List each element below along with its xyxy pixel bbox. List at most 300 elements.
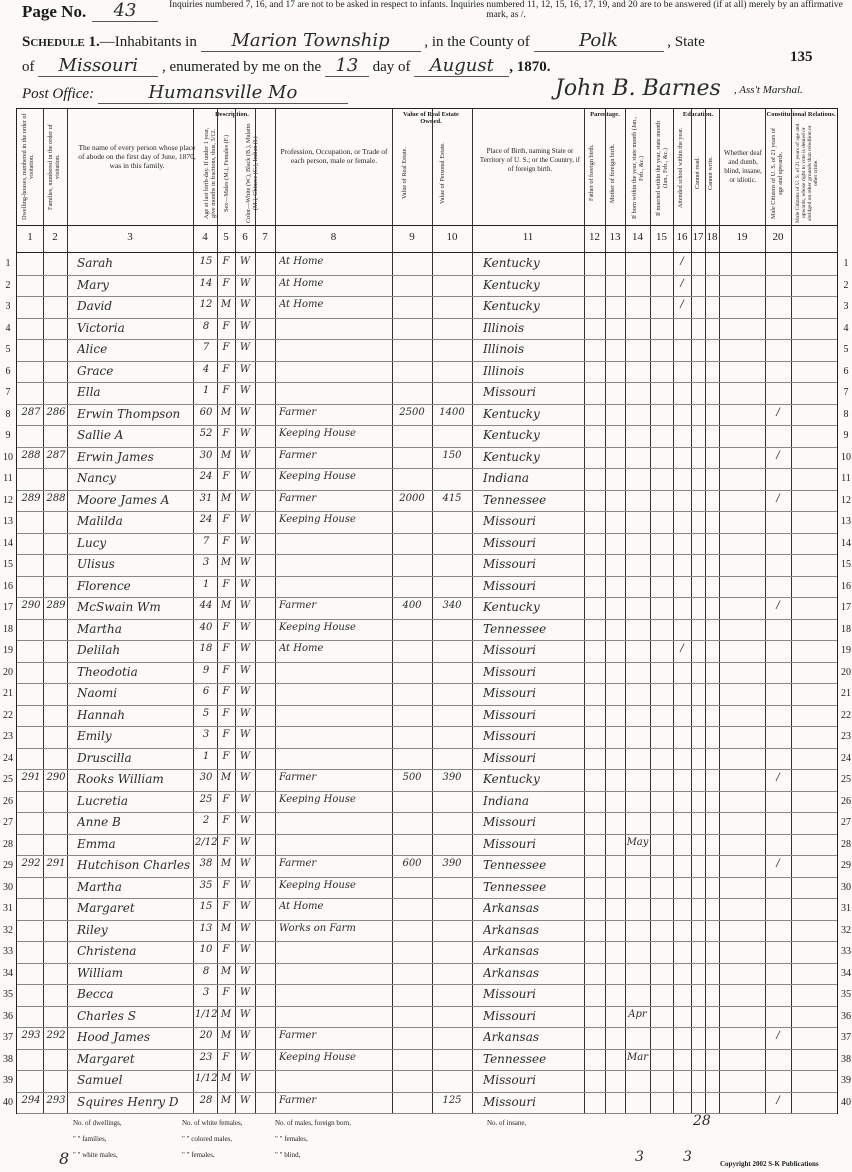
family-number: 291: [46, 858, 66, 869]
row-rule: [17, 404, 837, 405]
line-number-right: 23: [841, 731, 851, 742]
footer-tally-28: 28: [693, 1113, 711, 1129]
col10-header: Place of Birth, naming State or Territory of U. S.; or the Country, if of foreign birth.: [479, 147, 581, 173]
column-number: 14: [632, 231, 643, 243]
birthplace: Missouri: [483, 987, 536, 1001]
age: 28: [199, 1094, 213, 1106]
row-rule: [17, 963, 837, 964]
line-number-right: 29: [841, 860, 851, 871]
page-number: 43: [92, 0, 158, 22]
dwelling-number: 288: [21, 449, 41, 461]
person-name: Moore James A: [77, 492, 170, 507]
line-number-left: 26: [3, 795, 13, 807]
occupation: Keeping House: [279, 428, 356, 439]
family-number: 286: [46, 406, 66, 418]
age: 31: [199, 492, 213, 504]
age: 30: [199, 449, 213, 461]
color: W: [239, 320, 251, 332]
line-number-left: 35: [3, 989, 13, 1000]
birthplace: Missouri: [483, 535, 536, 550]
row-rule: [17, 597, 837, 598]
sex: F: [222, 535, 230, 547]
parentage-group-header: Parentage.: [590, 111, 620, 118]
row-rule: [17, 576, 837, 577]
col19-header: Male Citizens of U. S. of 21 years of age and upwards.: [770, 127, 784, 219]
real-estate-value: 2000: [399, 492, 425, 504]
color: W: [239, 643, 251, 654]
line-number-left: 6: [5, 365, 11, 377]
birthplace: Missouri: [483, 1008, 536, 1023]
line-number-right: 16: [841, 580, 851, 592]
row-rule: [17, 1049, 837, 1050]
person-name: Delilah: [77, 643, 121, 657]
person-name: Christena: [77, 944, 137, 958]
color: W: [239, 535, 251, 547]
line-number-left: 30: [3, 881, 13, 893]
birthplace: Indiana: [483, 793, 530, 808]
line-number-right: 26: [841, 795, 851, 807]
male-citizen: /: [776, 406, 780, 418]
line-number-right: 18: [841, 623, 851, 635]
month-field: August: [414, 55, 509, 77]
post-office-field: Humansville Mo: [98, 82, 348, 104]
occupation: Farmer: [279, 858, 317, 869]
color: W: [239, 385, 251, 396]
birthplace: Kentucky: [483, 256, 540, 270]
column-number: 16: [676, 231, 688, 243]
age: 15: [199, 901, 213, 912]
born-within-year: Mar: [627, 1051, 648, 1063]
row-rule: [17, 662, 837, 663]
family-number: 290: [46, 772, 66, 783]
footer-tally-3b: 3: [683, 1149, 692, 1165]
birthplace: Kentucky: [483, 406, 540, 421]
occupation: Farmer: [279, 600, 317, 611]
column-number: 15: [656, 231, 667, 243]
row-rule: [17, 640, 837, 641]
line-number-right: 30: [841, 881, 851, 893]
age: 12: [199, 299, 213, 310]
male-citizen: /: [776, 449, 780, 461]
occupation: Keeping House: [279, 1051, 356, 1063]
birthplace: Missouri: [483, 643, 536, 657]
color: W: [239, 901, 251, 912]
occupation: Farmer: [279, 772, 317, 783]
line-number-right: 25: [841, 774, 851, 785]
male-citizen: /: [776, 600, 780, 611]
line-number-left: 20: [3, 666, 13, 678]
color: W: [239, 514, 251, 525]
inquiry-note: Inquiries numbered 7, 16, and 17 are not to be asked in respect to infants. Inquiries numbered 11, 12, 15, 16, 17, 19, and 20 are to be answered (if at all) merely by an affirmative mark, as /.: [169, 0, 843, 20]
constitutional-group-header: Constitutional Relations.: [766, 111, 836, 118]
occupation: At Home: [279, 277, 324, 289]
line-number-left: 31: [3, 903, 13, 914]
footer-tally-8: 8: [59, 1149, 70, 1168]
col12-header: Mother of foreign birth.: [609, 143, 616, 203]
line-number-right: 9: [843, 430, 849, 441]
line-number-left: 22: [3, 709, 13, 721]
sex: M: [220, 1030, 232, 1041]
birthplace: Missouri: [483, 664, 536, 679]
line-number-right: 13: [841, 516, 851, 527]
person-name: Hood James: [77, 1030, 151, 1044]
line-number-right: 7: [843, 387, 849, 398]
dwelling-number: 292: [21, 858, 41, 869]
line-number-left: 10: [3, 451, 13, 463]
line-number-right: 35: [841, 989, 851, 1000]
birthplace: Missouri: [483, 385, 536, 399]
sex: M: [220, 965, 232, 977]
male-citizen: /: [776, 858, 780, 869]
line-number-left: 27: [3, 817, 13, 828]
line-number-left: 18: [3, 623, 13, 635]
birthplace: Missouri: [483, 1094, 536, 1109]
row-rule: [17, 382, 837, 383]
line-number-right: 5: [843, 344, 849, 355]
dwelling-number: 289: [21, 492, 41, 504]
dwelling-number: 290: [21, 600, 41, 611]
row-rule: [17, 920, 837, 921]
color: W: [239, 578, 251, 590]
dwelling-number: 293: [21, 1030, 41, 1041]
age: 1: [202, 750, 210, 762]
real-estate-value: 600: [402, 858, 422, 869]
row-rule: [17, 1070, 837, 1071]
birthplace: Illinois: [483, 342, 525, 356]
line-number-left: 1: [5, 258, 11, 269]
line-number-right: 22: [841, 709, 851, 721]
line-number-right: 31: [841, 903, 851, 914]
occupation: Keeping House: [279, 514, 356, 525]
person-name: Alice: [77, 342, 108, 356]
age: 15: [199, 256, 213, 267]
age: 8: [202, 965, 210, 977]
color: W: [239, 707, 251, 719]
color: W: [239, 256, 251, 267]
line-number-left: 8: [5, 408, 11, 420]
line-number-left: 12: [3, 494, 13, 506]
birthplace: Kentucky: [483, 277, 540, 292]
real-estate-value: 2500: [399, 406, 425, 418]
age: 3: [202, 557, 210, 568]
footer-colored-males: " " colored males,: [182, 1135, 233, 1143]
column-number: 13: [609, 231, 621, 243]
occupation: Farmer: [279, 449, 317, 461]
personal-estate-value: 1400: [439, 406, 465, 418]
row-rule: [17, 898, 837, 899]
col17-header: Cannot write.: [707, 156, 714, 190]
line-number-left: 3: [5, 301, 11, 312]
color: W: [239, 922, 251, 934]
person-name: Emily: [77, 729, 112, 743]
line-number-right: 20: [841, 666, 851, 678]
line-number-left: 11: [3, 473, 13, 484]
occupation: Keeping House: [279, 621, 356, 633]
line-number-right: 3: [843, 301, 849, 312]
person-name: Squires Henry D: [77, 1094, 179, 1109]
col16-header: Cannot read.: [694, 157, 701, 189]
sex: F: [222, 836, 230, 848]
birthplace: Arkansas: [483, 944, 540, 958]
col18-header: Whether deaf and dumb, blind, insane, or idiotic.: [724, 149, 762, 184]
age: 23: [199, 1051, 213, 1063]
birthplace: Missouri: [483, 557, 536, 571]
personal-estate-value: 390: [442, 858, 462, 869]
sex: M: [220, 1073, 232, 1084]
column-number: 6: [242, 231, 248, 243]
row-rule: [17, 619, 837, 620]
person-name: Grace: [77, 363, 114, 378]
line-number-left: 29: [3, 860, 13, 871]
dwelling-number: 291: [21, 772, 41, 783]
occupation: Keeping House: [279, 879, 356, 891]
footer-white-males: " " white males,: [73, 1151, 118, 1159]
line-number-right: 38: [841, 1053, 851, 1065]
line-number-left: 40: [3, 1096, 13, 1108]
row-rule: [17, 812, 837, 813]
personal-estate-value: 340: [442, 600, 462, 611]
row-rule: [17, 769, 837, 770]
color: W: [239, 944, 251, 955]
post-office-line: [22, 82, 348, 104]
person-name: Lucy: [77, 535, 107, 550]
sex: M: [220, 406, 232, 418]
column-number: 8: [330, 231, 337, 243]
line-number-left: 28: [3, 838, 13, 850]
male-citizen: /: [776, 1030, 780, 1041]
line-number-right: 37: [841, 1032, 851, 1043]
line-number-right: 12: [841, 494, 851, 506]
sex: F: [222, 944, 230, 955]
row-rule: [17, 984, 837, 985]
color: W: [239, 428, 251, 439]
row-rule: [17, 511, 837, 512]
line-number-right: 33: [841, 946, 851, 957]
color: W: [239, 965, 251, 977]
row-rule: [17, 1092, 837, 1093]
column-number: 3: [127, 231, 133, 243]
age: 18: [199, 643, 213, 654]
col4-header: Age at last birth-day. If under 1 year, give months in fractions, thus, 3/12.: [203, 127, 217, 219]
age: 1: [202, 578, 210, 590]
personal-estate-value: 125: [442, 1094, 462, 1106]
color: W: [239, 492, 251, 504]
column-number: 1: [27, 231, 33, 243]
color: W: [239, 342, 251, 353]
line-number-right: 32: [841, 924, 851, 936]
age: 10: [199, 944, 213, 955]
color: W: [239, 449, 251, 461]
person-name: Florence: [77, 578, 131, 593]
age: 4: [202, 363, 210, 375]
footer-tally-3a: 3: [635, 1149, 644, 1165]
sex: M: [220, 557, 232, 568]
row-rule: [17, 877, 837, 878]
dwelling-number: 287: [21, 406, 41, 418]
sex: F: [222, 471, 230, 482]
person-name: Theodotia: [77, 664, 138, 679]
row-rule: [17, 705, 837, 706]
sex: F: [222, 901, 230, 912]
age: 38: [199, 858, 213, 869]
occupation: Keeping House: [279, 471, 356, 482]
line-number-right: 10: [841, 451, 851, 463]
birthplace: Missouri: [483, 707, 536, 722]
sex: F: [222, 664, 230, 676]
color: W: [239, 987, 251, 998]
row-rule: [17, 748, 837, 749]
person-name: David: [77, 299, 113, 313]
line-number-right: 17: [841, 602, 851, 613]
column-number: 5: [223, 231, 229, 243]
occupation: At Home: [279, 901, 324, 912]
person-name: Hutchison Charles: [77, 858, 191, 872]
birthplace: Kentucky: [483, 449, 540, 464]
column-number: 4: [202, 231, 208, 243]
col7-header: Profession, Occupation, or Trade of each person, male or female.: [280, 147, 388, 165]
line-number-right: 4: [843, 322, 849, 334]
col15-header: Attended school within the year.: [677, 127, 684, 209]
born-within-year: May: [626, 836, 649, 848]
birthplace: Kentucky: [483, 428, 540, 442]
column-number: 17: [692, 231, 704, 243]
birthplace: Missouri: [483, 815, 536, 829]
line-number-left: 33: [3, 946, 13, 957]
line-number-left: 4: [5, 322, 11, 334]
person-name: Margaret: [77, 901, 135, 915]
description-group-header: Description.: [215, 111, 249, 118]
person-name: Mary: [77, 277, 109, 292]
color: W: [239, 750, 251, 762]
sex: M: [220, 772, 232, 783]
birthplace: Tennessee: [483, 492, 547, 507]
line-number-right: 36: [841, 1010, 851, 1022]
real-estate-value: 500: [402, 772, 422, 783]
person-name: Samuel: [77, 1073, 123, 1087]
sex: F: [222, 987, 230, 998]
line-number-right: 1: [843, 258, 849, 269]
person-name: Lucretia: [77, 793, 129, 808]
line-number-left: 23: [3, 731, 13, 742]
birthplace: Arkansas: [483, 901, 540, 915]
stamp-number: 135: [790, 49, 813, 65]
person-name: William: [77, 965, 124, 980]
line-number-left: 32: [3, 924, 13, 936]
attended-school: /: [680, 299, 684, 310]
family-number: 288: [46, 492, 66, 504]
line-number-right: 39: [841, 1075, 851, 1086]
birthplace: Arkansas: [483, 1030, 540, 1044]
sex: M: [220, 858, 232, 869]
line-number-right: 15: [841, 559, 851, 570]
row-rule: [17, 490, 837, 491]
column-number: 19: [736, 231, 748, 243]
family-number: 292: [46, 1030, 66, 1041]
line-number-right: 21: [841, 688, 851, 699]
age: 3: [202, 729, 210, 740]
color: W: [239, 277, 251, 289]
footer-families: " " families,: [73, 1135, 107, 1143]
color: W: [239, 363, 251, 375]
footer-insane: No. of insane,: [487, 1119, 527, 1127]
col11-header: Father of foreign birth.: [588, 144, 595, 202]
birthplace: Arkansas: [483, 922, 540, 937]
personal-estate-value: 150: [442, 449, 462, 461]
birthplace: Tennessee: [483, 879, 547, 894]
color: W: [239, 1030, 251, 1041]
age: 3: [202, 987, 210, 998]
person-name: McSwain Wm: [77, 600, 161, 614]
column-number: 2: [52, 231, 58, 243]
person-name: Margaret: [77, 1051, 135, 1066]
state-label: , State: [667, 34, 705, 50]
age: 30: [199, 772, 213, 783]
sex: F: [222, 385, 230, 396]
footer-dwellings: No. of dwellings,: [73, 1119, 122, 1127]
sex: F: [222, 363, 230, 375]
occupation: Works on Farm: [279, 922, 356, 934]
sex: M: [220, 449, 232, 461]
line-number-right: 28: [841, 838, 851, 850]
birthplace: Tennessee: [483, 621, 547, 636]
person-name: Martha: [77, 879, 122, 894]
county-label: , in the County of: [424, 34, 530, 50]
birthplace: Tennessee: [483, 1051, 547, 1066]
col3-header: The name of every person whose place of abode on the first day of June, 1870, was in this family.: [78, 143, 196, 170]
occupation: At Home: [279, 256, 324, 267]
enumeration-line: [22, 55, 551, 77]
line-number-left: 34: [3, 967, 13, 979]
row-rule: [17, 1027, 837, 1028]
row-rule: [17, 447, 837, 448]
footer-blind: " " blind,: [275, 1151, 301, 1159]
sex: F: [222, 621, 230, 633]
state-field: Missouri: [38, 55, 158, 77]
occupation: At Home: [279, 643, 324, 654]
born-within-year: Apr: [628, 1008, 647, 1020]
row-rule: [17, 1113, 837, 1114]
person-name: Anne B: [77, 815, 121, 829]
footer-males-foreign: No. of males, foreign born,: [275, 1119, 352, 1127]
colnum-divider: [17, 252, 837, 253]
col5-header: Sex—Males (M.), Females (F.): [223, 134, 230, 212]
color: W: [239, 1094, 251, 1106]
person-name: Sallie A: [77, 428, 124, 442]
row-rule: [17, 533, 837, 534]
birthplace: Arkansas: [483, 965, 540, 980]
color: W: [239, 858, 251, 869]
personal-estate-value: 415: [442, 492, 462, 504]
line-number-right: 34: [841, 967, 851, 979]
sex: M: [220, 1008, 232, 1020]
birthplace: Missouri: [483, 729, 536, 743]
col8-header: Value of Real Estate.: [401, 147, 408, 199]
age: 7: [202, 342, 210, 353]
occupation: Keeping House: [279, 793, 356, 805]
birthplace: Missouri: [483, 1073, 536, 1087]
education-group-header: Education.: [682, 111, 714, 118]
column-number: 9: [409, 231, 415, 243]
line-number-right: 40: [841, 1096, 851, 1108]
column-number: 20: [772, 231, 784, 243]
family-number: 293: [46, 1094, 66, 1106]
col13-header: If born within the year, state month (Jan., Feb., &c.): [631, 116, 645, 220]
age: 5: [202, 707, 210, 719]
col9-header: Value of Personal Estate.: [439, 142, 446, 204]
age: 13: [199, 922, 213, 934]
line-number-right: 11: [841, 473, 851, 484]
person-name: Naomi: [77, 686, 118, 700]
